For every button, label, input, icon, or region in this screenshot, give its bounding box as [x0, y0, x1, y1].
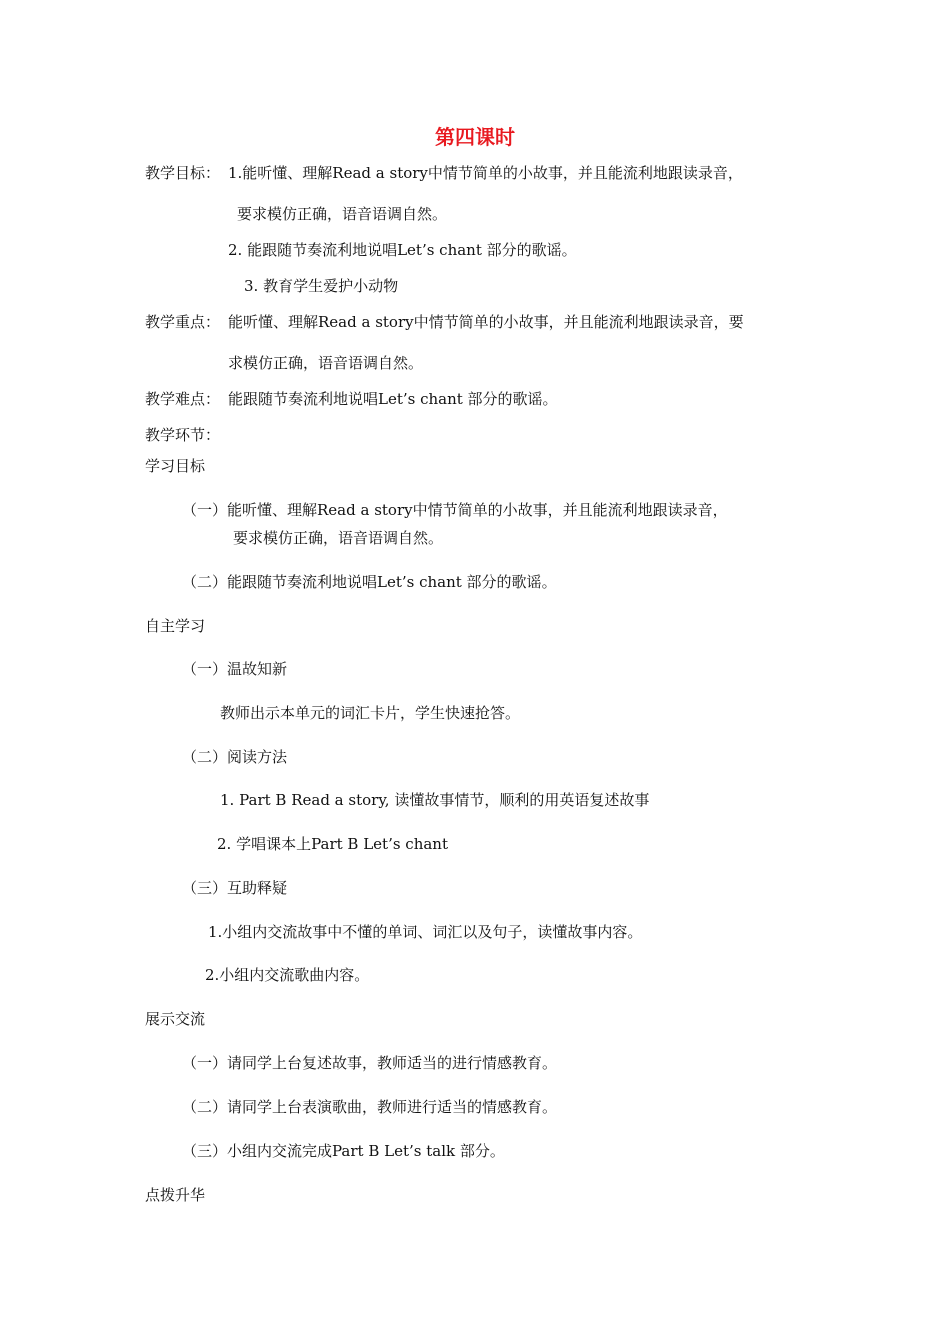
self-study-sub-3: （三）互助释疑	[182, 879, 288, 897]
presentation-item-3: （三）小组内交流完成Part B Let’s talk 部分。	[182, 1142, 505, 1160]
self-study-sub-1: （一）温故知新	[182, 660, 288, 678]
difficulties-text: 能跟随节奏流利地说唱Let’s chant 部分的歌谣。	[228, 390, 558, 408]
objective-item-1-line-1: 1.能听懂、理解Read a story中情节简单的小故事，并且能流利地跟读录音，	[228, 164, 743, 182]
guidance-heading: 点拨升华	[145, 1186, 206, 1204]
self-study-heading: 自主学习	[145, 617, 206, 635]
self-study-sub-2: （二）阅读方法	[182, 748, 288, 766]
self-study-sub-2-item-1: 1. Part B Read a story, 读懂故事情节，顺利的用英语复述故事	[220, 791, 650, 809]
presentation-heading: 展示交流	[145, 1010, 206, 1028]
key-points-line-2: 求模仿正确，语音语调自然。	[228, 354, 424, 372]
presentation-item-2: （二）请同学上台表演歌曲，教师进行适当的情感教育。	[182, 1098, 558, 1116]
learning-goal-2: （二）能跟随节奏流利地说唱Let’s chant 部分的歌谣。	[182, 573, 557, 591]
learning-goals-heading: 学习目标	[145, 457, 206, 475]
objective-item-2: 2. 能跟随节奏流利地说唱Let’s chant 部分的歌谣。	[228, 241, 577, 259]
difficulties-label: 教学难点：	[145, 390, 221, 408]
learning-goal-1-line-1: （一）能听懂、理解Read a story中情节简单的小故事，并且能流利地跟读录音，	[182, 501, 728, 519]
self-study-sub-3-item-2: 2.小组内交流歌曲内容。	[205, 966, 370, 984]
self-study-sub-2-item-2: 2. 学唱课本上Part B Let’s chant	[217, 835, 448, 853]
objective-item-3: 3. 教育学生爱护小动物	[244, 277, 399, 295]
key-points-label: 教学重点：	[145, 313, 221, 331]
self-study-sub-3-item-1: 1.小组内交流故事中不懂的单词、词汇以及句子，读懂故事内容。	[208, 923, 643, 941]
key-points-line-1: 能听懂、理解Read a story中情节简单的小故事，并且能流利地跟读录音，要	[228, 313, 744, 331]
objectives-label: 教学目标：	[145, 164, 221, 182]
lesson-title: 第四课时	[435, 125, 515, 149]
learning-goal-1-line-2: 要求模仿正确，语音语调自然。	[233, 529, 444, 547]
self-study-sub-1-text: 教师出示本单元的词汇卡片，学生快速抢答。	[220, 704, 521, 722]
objective-item-1-line-2: 要求模仿正确，语音语调自然。	[237, 205, 448, 223]
steps-label: 教学环节：	[145, 426, 221, 444]
presentation-item-1: （一）请同学上台复述故事，教师适当的进行情感教育。	[182, 1054, 558, 1072]
